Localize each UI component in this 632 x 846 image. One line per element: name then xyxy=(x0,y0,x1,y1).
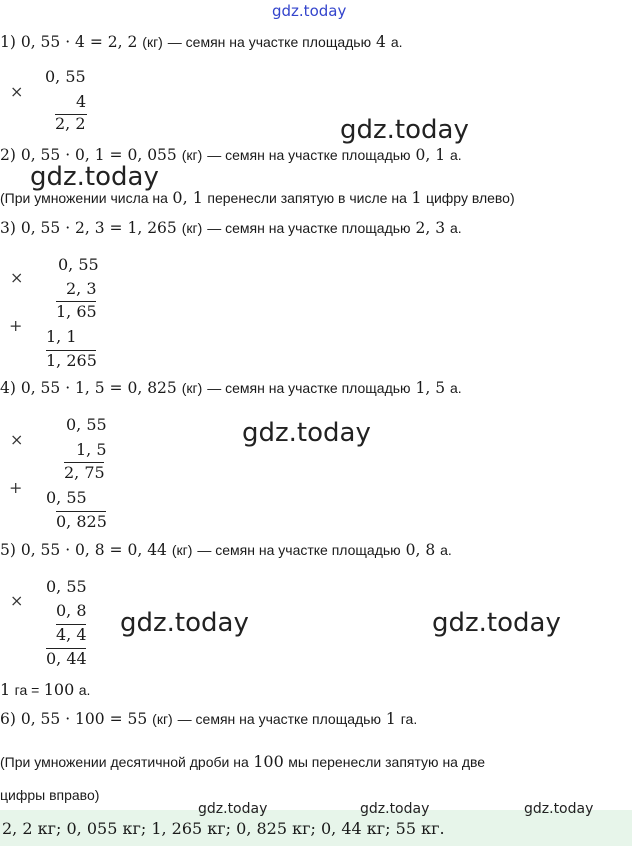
item-3-area-unit: а. xyxy=(450,220,462,236)
item-2-equation: 2) 0, 55 · 0, 1 = 0, 055 xyxy=(0,146,177,164)
item-1-equation: 1) 0, 55 · 4 = 2, 2 xyxy=(0,33,138,51)
item-3-unit: (кг) xyxy=(181,220,203,236)
item-6-area-unit: га. xyxy=(400,711,418,727)
watermark-2: gdz.today xyxy=(30,162,159,192)
note-2-c: перенесли запятую в числе на xyxy=(207,190,407,206)
item-3-text: — семян на участке площадью xyxy=(207,220,411,236)
item-5-equation: 5) 0, 55 · 0, 8 = 0, 44 xyxy=(0,541,167,559)
note-6-a: (При умножении десятичной дроби на xyxy=(0,754,249,770)
watermark-1: gdz.today xyxy=(340,115,469,145)
item-5-area-unit: а. xyxy=(440,542,452,558)
item-4-area-unit: а. xyxy=(450,380,462,396)
times-sign-1: × xyxy=(10,82,24,101)
calc4-partial-2: 0, 55 xyxy=(46,488,87,507)
item-4-unit: (кг) xyxy=(181,380,203,396)
item-3-area: 2, 3 xyxy=(415,219,446,237)
note-6-c: мы перенесли запятую на две xyxy=(288,754,486,770)
watermark-3: gdz.today xyxy=(242,418,371,448)
item-4-area: 1, 5 xyxy=(415,379,446,397)
item-6-area: 1 xyxy=(385,710,396,728)
note-2-e: цифру влево) xyxy=(425,190,515,206)
item-5-area: 0, 8 xyxy=(405,541,436,559)
note-2 xyxy=(0,188,515,207)
item-1-area-unit: а. xyxy=(390,34,403,50)
watermark-top: gdz.today xyxy=(272,2,347,20)
calc3-factor-a: 0, 55 xyxy=(58,255,99,274)
calc3-result: 1, 265 xyxy=(46,351,97,370)
note-2-b: 0, 1 xyxy=(172,188,203,207)
calc4-factor-b: 1, 5 xyxy=(76,440,107,459)
watermark-7: gdz.today xyxy=(360,801,430,817)
item-5-line xyxy=(0,541,452,559)
note-6-line-1 xyxy=(0,752,485,771)
note-2-a: (При умножении числа на xyxy=(0,190,168,206)
item-6-equation: 6) 0, 55 · 100 = 55 xyxy=(0,710,148,728)
item-5-unit: (кг) xyxy=(171,542,193,558)
watermark-6: gdz.today xyxy=(198,801,268,817)
calc1-factor-a: 0, 55 xyxy=(45,67,86,86)
conversion-line xyxy=(0,680,90,699)
calc3-factor-b: 2, 3 xyxy=(66,279,97,298)
conversion-b: га = xyxy=(14,682,40,698)
item-1-unit: (кг) xyxy=(142,34,163,50)
calc1-result: 2, 2 xyxy=(55,114,86,133)
conversion-c: 100 xyxy=(43,680,75,699)
calc4-partial-1: 2, 75 xyxy=(64,463,105,482)
item-3-equation: 3) 0, 55 · 2, 3 = 1, 265 xyxy=(0,219,177,237)
calc5-partial-1: 4, 4 xyxy=(56,625,87,644)
item-3-line xyxy=(0,219,462,237)
note-6-b: 100 xyxy=(253,752,284,771)
conversion-d: а. xyxy=(78,682,91,698)
item-6-unit: (кг) xyxy=(152,711,173,727)
calc4-factor-a: 0, 55 xyxy=(66,415,107,434)
calc3-partial-1: 1, 65 xyxy=(56,302,97,321)
plus-sign-3: + xyxy=(9,316,23,335)
calc3-partial-2: 1, 1 xyxy=(46,327,77,346)
item-2-text: — семян на участке площадью xyxy=(207,147,411,163)
item-1-area: 4 xyxy=(376,33,386,51)
watermark-4: gdz.today xyxy=(120,608,249,638)
item-2-area-unit: а. xyxy=(450,147,462,163)
answer-text: 2, 2 кг; 0, 055 кг; 1, 265 кг; 0, 825 кг; 0, 44 кг; 55 кг. xyxy=(2,819,445,838)
item-4-equation: 4) 0, 55 · 1, 5 = 0, 825 xyxy=(0,379,177,397)
item-6-text: — семян на участке площадью xyxy=(177,711,381,727)
calc4-result: 0, 825 xyxy=(56,512,107,531)
item-6-line xyxy=(0,710,417,728)
item-4-text: — семян на участке площадью xyxy=(207,380,411,396)
watermark-8: gdz.today xyxy=(524,801,594,817)
note-6-line-2: цифры вправо) xyxy=(0,787,100,803)
item-1-line xyxy=(0,33,403,51)
calc5-result: 0, 44 xyxy=(46,649,87,668)
item-5-text: — семян на участке площадью xyxy=(197,542,401,558)
calc5-factor-b: 0, 8 xyxy=(56,601,87,620)
watermark-5: gdz.today xyxy=(432,608,561,638)
times-sign-3: × xyxy=(10,268,24,287)
calc1-factor-b: 4 xyxy=(76,92,87,111)
item-4-line xyxy=(0,379,462,397)
conversion-a: 1 xyxy=(0,680,11,699)
times-sign-4: × xyxy=(10,430,24,449)
note-2-d: 1 xyxy=(411,188,422,207)
item-2-unit: (кг) xyxy=(181,147,203,163)
calc5-factor-a: 0, 55 xyxy=(46,577,87,596)
item-2-area: 0, 1 xyxy=(415,146,446,164)
plus-sign-4: + xyxy=(9,478,23,497)
times-sign-5: × xyxy=(10,591,24,610)
item-1-text: — семян на участке площадью xyxy=(167,34,372,50)
